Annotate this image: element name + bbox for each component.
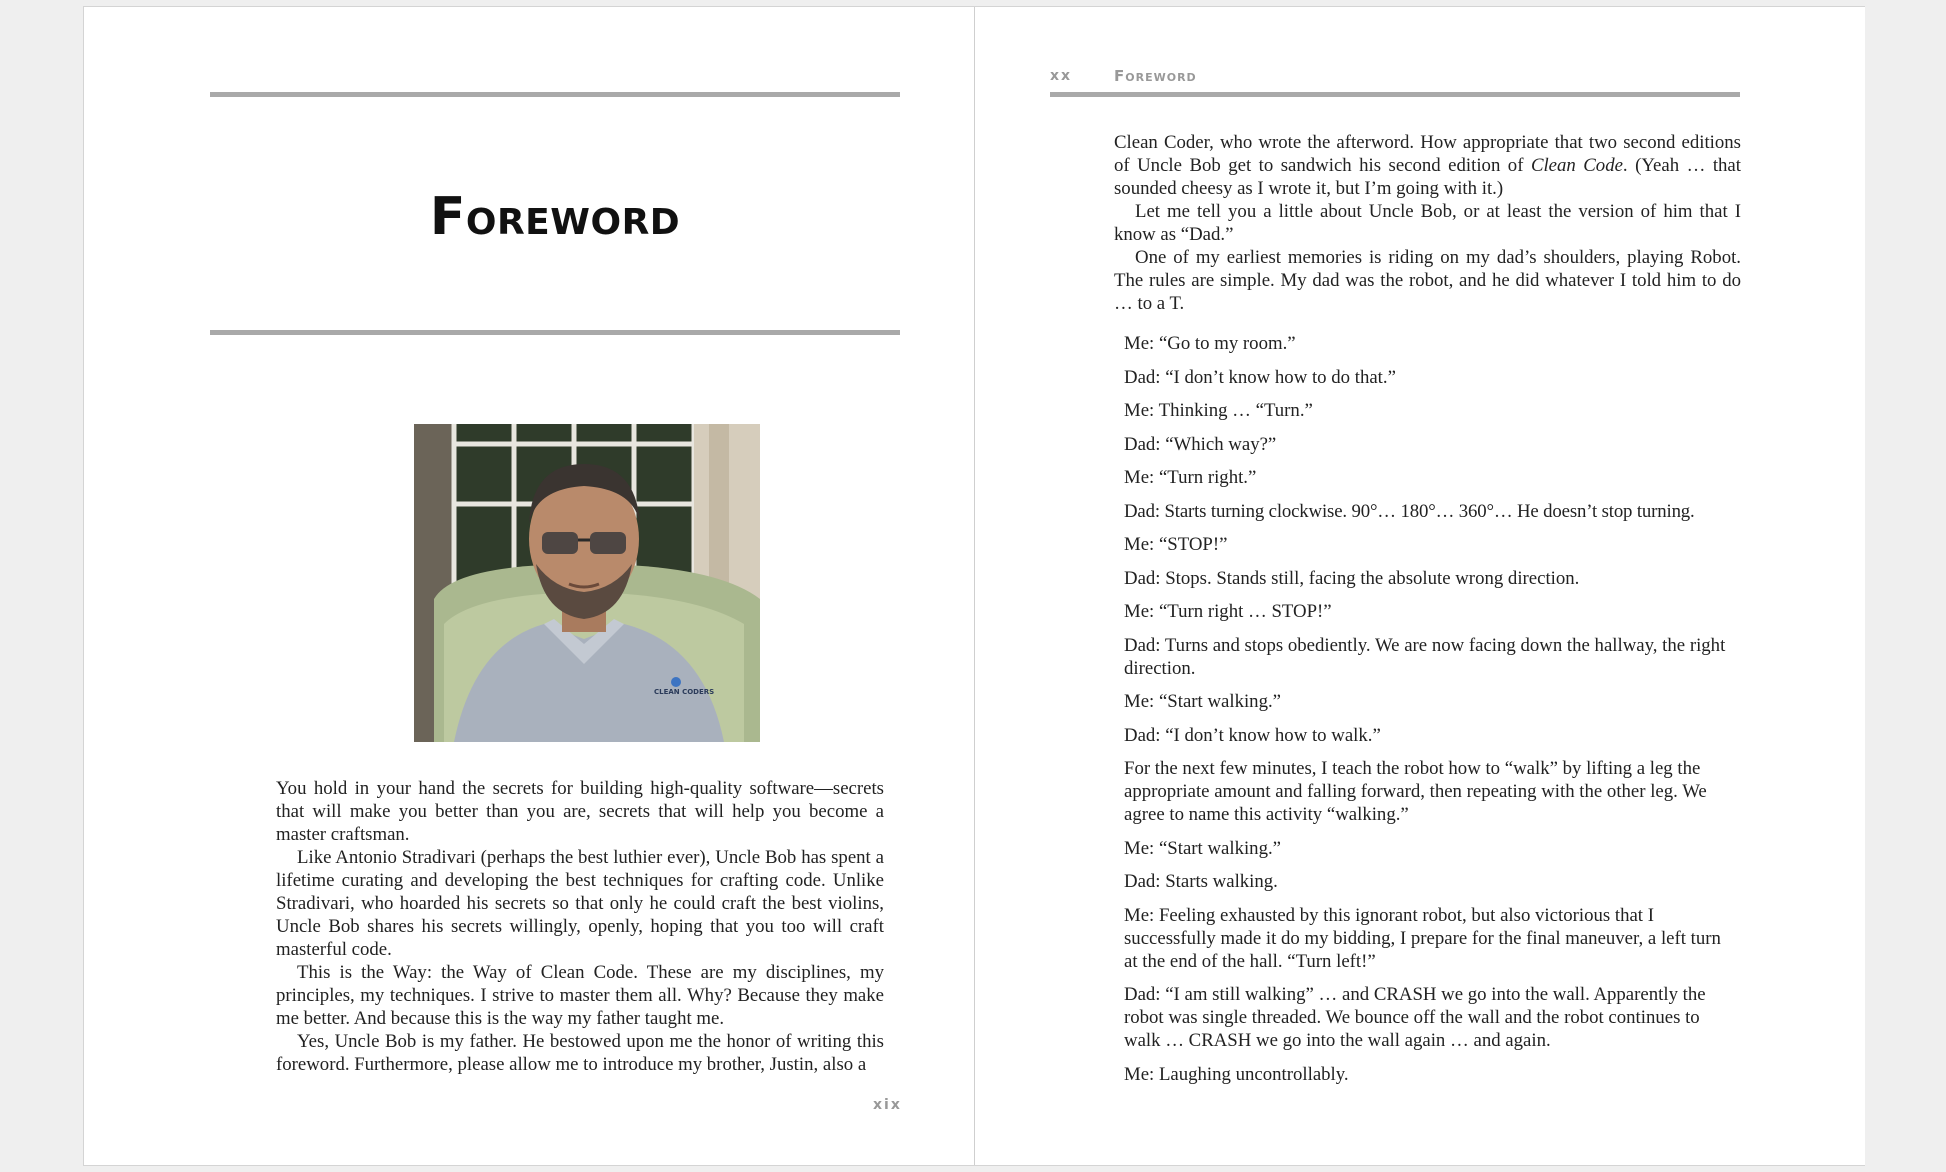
dialogue-line: Me: “Turn right.” [1124, 467, 1257, 488]
bottom-rule [210, 330, 900, 335]
dialogue-line: Dad: “I don’t know how to walk.” [1124, 724, 1381, 746]
page-number: xix [873, 1097, 902, 1113]
author-photo [414, 424, 760, 742]
dialogue-line: Dad: Stops. Stands still, facing the absolute wrong direction. [1124, 567, 1580, 589]
paragraph: This is the Way: the Way of Clean Code. These are my disciplines, my principles, my techniques. I strive to master them all. Why? Because they make me better. And because this is the way my father taught me. [276, 962, 884, 1029]
dialogue-line: Dad: “I am still walking” … and CRASH we go into the wall. Apparently the robot was single threaded. We bounce off the wall and the robot continues to walk … CRASH we go into the wall again … and again. [1124, 984, 1706, 1051]
dialogue-line: Me: “STOP!” [1124, 534, 1228, 555]
robot-dialogue [1124, 332, 1734, 1096]
dialogue-line: Me: “Start walking.” [1124, 837, 1281, 859]
dialogue-line: Dad: “Which way?” [1124, 433, 1277, 455]
dialogue-line: Me: Thinking … “Turn.” [1124, 400, 1313, 421]
book-spread [83, 6, 1865, 1166]
paragraph-text: Clean Coder, who wrote the afterword. How appropriate that two second editions of Uncle Bob get to sandwich his second edition of [1114, 132, 1741, 176]
portrait-image [414, 424, 760, 742]
dialogue-line: Dad: Starts turning clockwise. 90°… 180°… 360°… He doesn’t stop turning. [1124, 500, 1695, 522]
shirt-logo: CLEAN CODERS [654, 688, 715, 696]
page-number: xx [1050, 68, 1073, 84]
running-head: Foreword [1114, 67, 1197, 85]
top-rule [210, 92, 900, 97]
dialogue-line: Me: “Go to my room.” [1124, 333, 1296, 354]
dialogue-line: Me: “Start walking.” [1124, 691, 1281, 712]
paragraph: You hold in your hand the secrets for building high-quality software—secrets that will make you better than you are, secrets that will help you become a master craftsman. [276, 778, 884, 845]
book-title: Clean Code [1530, 155, 1623, 176]
foreword-body-right [1114, 131, 1741, 315]
dialogue-line: For the next few minutes, I teach the robot how to “walk” by lifting a leg the appropriate amount and falling forward, then repeating with the other leg. We agree to name this activity “walking.” [1124, 758, 1707, 825]
dialogue-line: Me: “Turn right … STOP!” [1124, 601, 1332, 622]
right-page [975, 7, 1865, 1165]
paragraph: Yes, Uncle Bob is my father. He bestowed upon me the honor of writing this foreword. Furthermore, please allow me to introduce my brother, Justin, also a [276, 1031, 884, 1075]
header-rule [1050, 92, 1740, 97]
dialogue-line: Me: Laughing uncontrollably. [1124, 1063, 1349, 1085]
left-page [84, 7, 975, 1165]
paragraph: Like Antonio Stradivari (perhaps the best luthier ever), Uncle Bob has spent a lifetime curating and developing the best techniques for crafting code. Unlike Stradivari, who hoarded his secrets so that only he could craft the best violins, Uncle Bob shares his secrets willingly, openly, hoping that you too will craft masterful code. [276, 847, 884, 960]
chapter-title: Foreword [429, 187, 681, 247]
foreword-body-left [276, 777, 884, 1076]
dialogue-line: Dad: Turns and stops obediently. We are now facing down the hallway, the right direction. [1124, 634, 1726, 679]
dialogue-line: Me: Feeling exhausted by this ignorant robot, but also victorious that I successfully made it do my bidding, I prepare for the final maneuver, a left turn at the end of the hall. “Turn left!” [1124, 904, 1721, 972]
paragraph: Let me tell you a little about Uncle Bob, or at least the version of him that I know as “Dad.” [1114, 201, 1741, 245]
dialogue-line: Dad: Starts walking. [1124, 871, 1278, 892]
paragraph: One of my earliest memories is riding on my dad’s shoulders, playing Robot. The rules are simple. My dad was the robot, and he did whatever I told him to do … to a T. [1114, 247, 1741, 314]
dialogue-line: Dad: “I don’t know how to do that.” [1124, 366, 1396, 388]
paragraph [1114, 131, 1741, 200]
paragraph-text: . (Yeah … that sounded cheesy as I wrote it, but I’m going with it.) [1114, 155, 1741, 199]
